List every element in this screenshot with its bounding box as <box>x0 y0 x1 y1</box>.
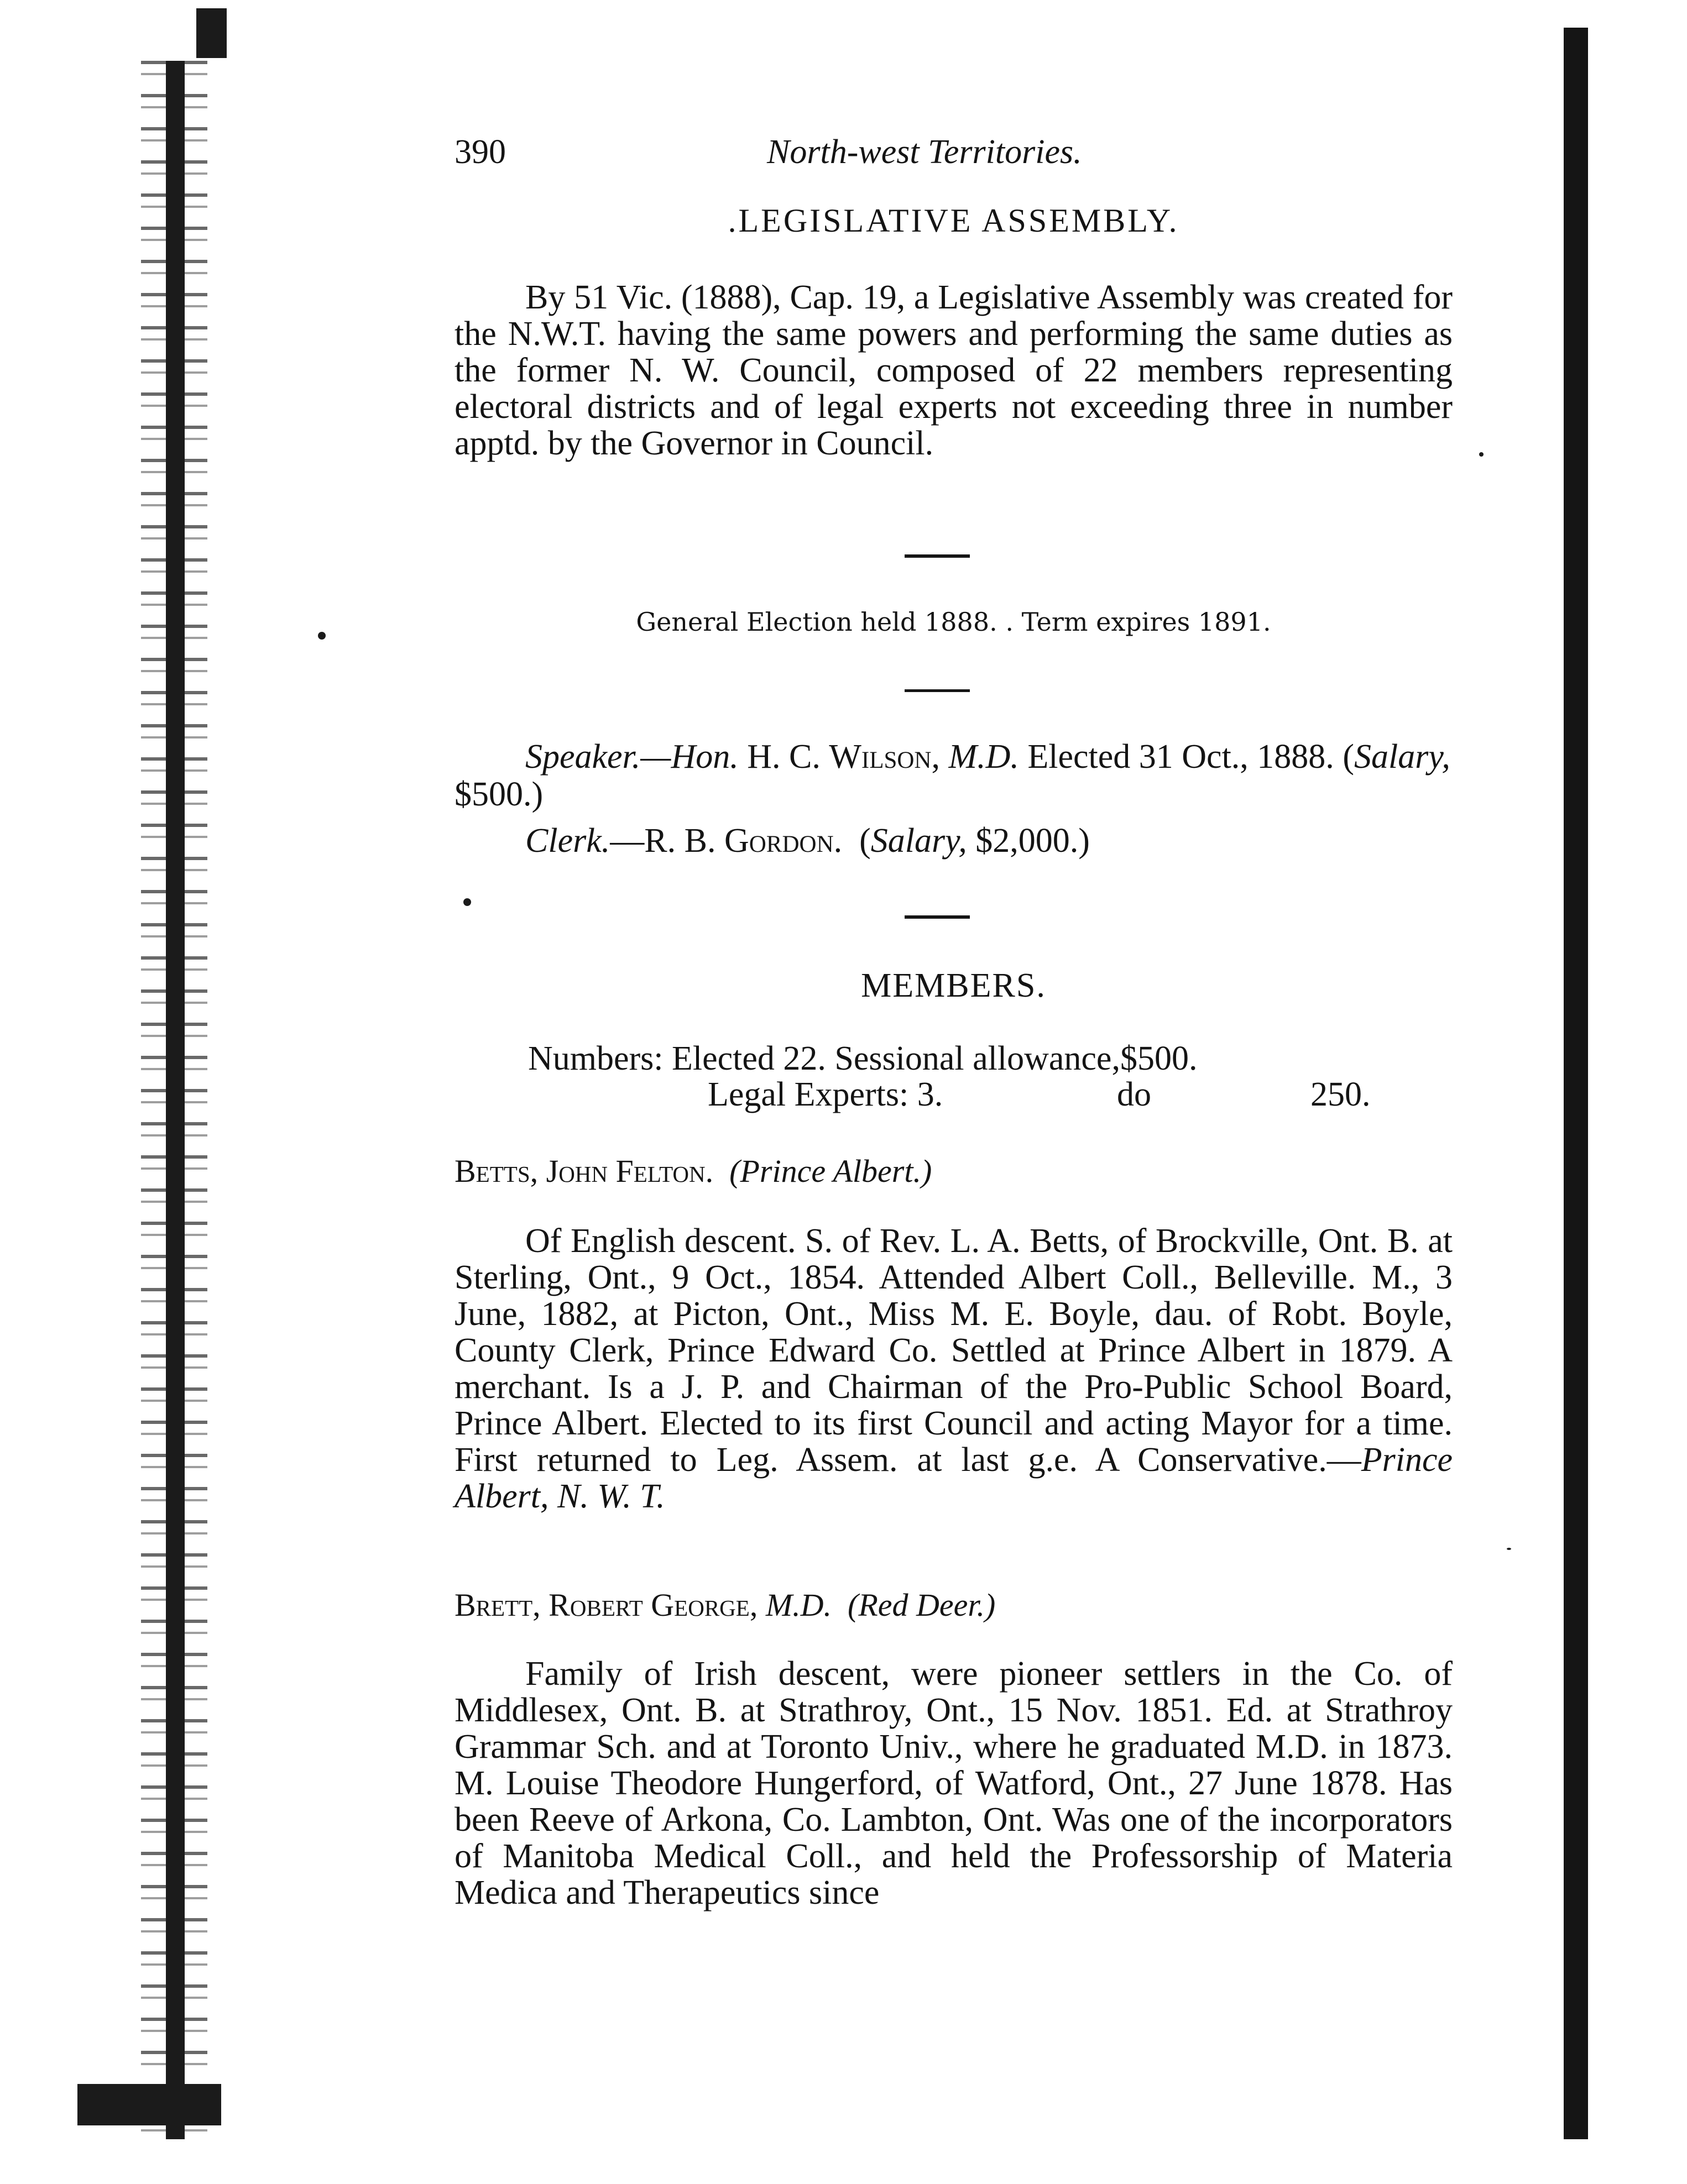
speaker-elected: Elected 31 Oct., 1888. <box>1027 738 1334 776</box>
speaker-role: Speaker.—Hon. <box>525 738 739 776</box>
numbers-elected-row <box>528 1039 1197 1078</box>
member-bio-text: Of English descent. S. of Rev. L. A. Betts, of Brockville, Ont. B. at Sterling, Ont., 9 Oct., 1854. Attended Albert Coll., Belleville. M., 3 June, 1882, at Picton, Ont., Miss M. E. Boyle, dau. of Robt. Boyle, County Clerk, Prince Edward Co. Settled at Prince Albert in 1879. A merchant. Is a J. P. and Chairman of the Pro-Public School Board, Prince Albert. Elected to its first Council and acting Mayor for a time. First returned to Leg. Assem. at last g.e. A Conservative.— <box>455 1222 1453 1479</box>
scan-blot-top <box>196 8 227 58</box>
scan-speck <box>463 898 471 906</box>
numbers-elected: Elected 22. <box>672 1040 826 1077</box>
member-given-names: Robert George, <box>549 1587 758 1623</box>
member-entry-heading <box>455 1586 1453 1623</box>
clerk-surname: Gordon. <box>724 822 843 860</box>
members-title: MEMBERS. <box>861 967 1046 1004</box>
clerk-salary-label: Salary, <box>870 822 967 860</box>
member-address: Prince Albert, N. W. T. <box>455 1441 1453 1515</box>
member-entry-bio <box>455 1656 1453 1911</box>
speaker-degree: M.D. <box>948 738 1019 776</box>
clerk-salary-value: $2,000.) <box>975 822 1090 860</box>
scan-speck <box>1507 1548 1511 1550</box>
member-surname: Betts, <box>455 1153 539 1189</box>
scan-speck <box>318 632 326 640</box>
clerk-salary-paren: ( <box>859 822 871 860</box>
allowance-value: $500. <box>1120 1040 1198 1077</box>
member-district: (Prince Albert.) <box>729 1153 932 1189</box>
election-line: General Election held 1888. . Term expires 1891. <box>636 607 1271 637</box>
numbers-legal-allowance: 250. <box>1310 1076 1371 1113</box>
member-entry-bio <box>455 1223 1453 1515</box>
allowance-label: Sessional allowance, <box>834 1040 1120 1077</box>
page-number: 390 <box>455 133 506 171</box>
member-entry-heading <box>455 1153 1453 1190</box>
section-rule <box>905 689 970 692</box>
speaker-salary-paren: ( <box>1343 738 1354 776</box>
numbers-legal-experts: Legal Experts: 3. <box>708 1076 943 1113</box>
intro-paragraph: By 51 Vic. (1888), Cap. 19, a Legislative Assembly was created for the N.W.T. having the same powers and performing the same duties as the former N. W. Council, composed of 22 members representing electoral districts and of legal experts not exceeding three in number apptd. by the Governor in Council. <box>455 279 1453 462</box>
member-surname: Brett, <box>455 1587 541 1623</box>
running-title: North-west Territories. <box>767 133 1082 171</box>
speaker-salary-value: $500.) <box>455 776 544 813</box>
section-rule <box>905 554 970 558</box>
member-given-names: John Felton. <box>546 1153 714 1189</box>
scan-speck <box>1479 452 1484 457</box>
clerk-initials: —R. B. <box>610 822 716 860</box>
clerk-role: Clerk. <box>525 822 610 860</box>
scan-blot-bottom <box>77 2084 221 2125</box>
member-district: (Red Deer.) <box>848 1587 996 1623</box>
page-edge-right <box>1564 28 1588 2139</box>
clerk-line <box>455 822 1523 860</box>
numbers-label: Numbers: <box>528 1040 664 1077</box>
member-bio-text: Family of Irish descent, were pioneer settlers in the Co. of Middlesex, Ont. B. at Strathroy, Ont., 15 Nov. 1851. Ed. at Strathroy Grammar Sch. and at Toronto Univ., where he graduated M.D. in 1873. M. Louise Theodore Hungerford, of Watford, Ont., 27 June 1878. Has been Reeve of Arkona, Co. Lambton, Ont. Was one of the incorporators of Manitoba Medical Coll., and held the Professorship of Materia Medica and Therapeutics since <box>455 1655 1453 1911</box>
member-degree: M.D. <box>765 1587 832 1623</box>
speaker-salary-label: Salary, <box>1354 738 1450 776</box>
running-header <box>455 133 1140 177</box>
speaker-initials: H. C. <box>747 738 821 776</box>
numbers-ditto: do <box>1117 1076 1151 1113</box>
section-rule <box>905 915 970 919</box>
speaker-surname: Wilson, <box>829 738 940 776</box>
speaker-line <box>455 738 1453 813</box>
binding-edge-left <box>166 61 185 2139</box>
section-title: .LEGISLATIVE ASSEMBLY. <box>728 202 1179 239</box>
